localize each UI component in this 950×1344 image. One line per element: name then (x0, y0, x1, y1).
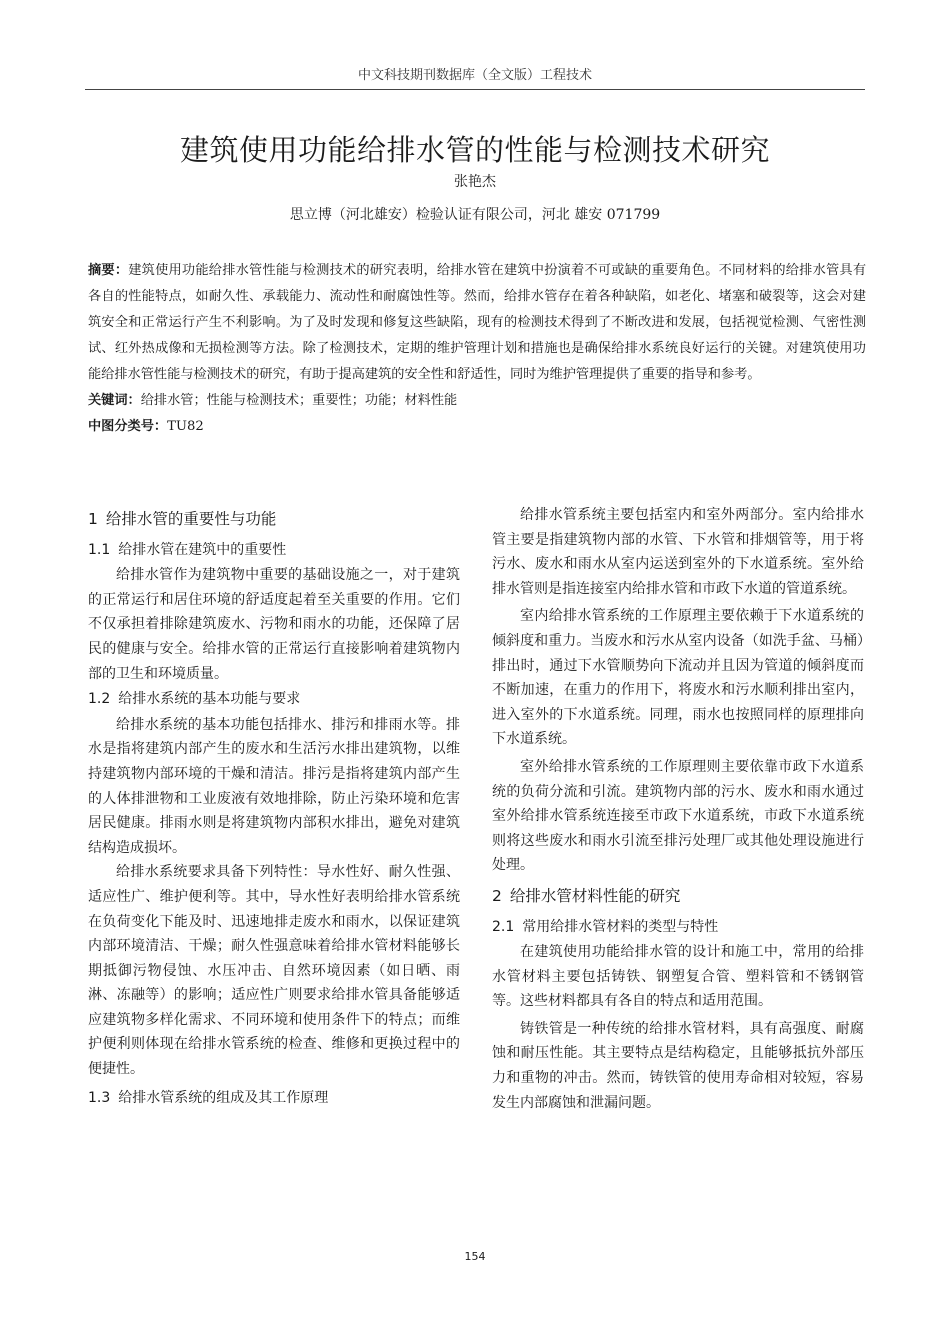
paper-title: 建筑使用功能给排水管的性能与检测技术研究 (179, 133, 770, 168)
abstract-text: 建筑使用功能给排水管性能与检测技术的研究表明，给排水管在建筑中扮演着不可或缺的重要角色。不同材料的给排水管具有各自的性能特点，如耐久性、承载能力、流动性和耐腐蚀性等。然而，给排水管存在着各种缺陷，如老化、堵塞和破裂等，这会对建筑安全和正常运行产生不利影响。为了及时发现和修复这些缺陷，现有的检测技术得到了不断改进和发展，包括视觉检测、气密性测试、红外热成像和无损检测等方法。除了检测技术，定期的维护管理计划和措施也是确保给排水系统良好运行的关键。对建筑使用功能给排水管性能与检测技术的研究，有助于提高建筑的安全性和舒适性，同时为维护管理提供了重要的指导和参考。 (88, 263, 867, 382)
body-paragraph: 给排水系统的基本功能包括排水、排污和排雨水等。排水是指将建筑内部产生的废水和生活污水排出建筑物，以维持建筑物内部环境的干燥和清洁。排污是指将建筑内部产生的人体排泄物和工业废液有效地排除，防止污染环境和危害居民健康。排雨水则是将建筑物内部积水排出，避免对建筑结构造成损坏。 (88, 716, 460, 856)
keywords-label: 关键词： (88, 393, 141, 408)
abstract-label: 摘要： (88, 263, 129, 278)
paper-author: 张艳杰 (454, 174, 496, 190)
subsection-heading-2-1: 2.1 常用给排水管材料的类型与特性 (492, 918, 719, 935)
classification-label: 中图分类号： (88, 419, 168, 434)
subsection-heading-1-2: 1.2 给排水系统的基本功能与要求 (88, 691, 301, 708)
keywords-text: 给排水管；性能与检测技术；重要性；功能；材料性能 (140, 393, 458, 408)
page-number: 154 (464, 1250, 486, 1263)
body-paragraph: 室内给排水管系统的工作原理主要依赖于下水道系统的倾斜度和重力。当废水和污水从室内设备（如洗手盆、马桶）排出时，通过下水管顺势向下流动并且因为管道的倾斜度而不断加速，在重力的作用下，将废水和污水顺利排出室内，进入室外的下水道系统。同理，雨水也按照同样的原理排向下水道系统。 (492, 608, 864, 748)
keywords-line (88, 388, 866, 414)
classification-code: TU82 (167, 419, 204, 434)
author-affiliation: 思立博（河北雄安）检验认证有限公司，河北 雄安 071799 (289, 207, 661, 223)
section-heading-1: 1 给排水管的重要性与功能 (88, 510, 277, 528)
journal-header (85, 64, 865, 90)
section-heading-2: 2 给排水管材料性能的研究 (492, 886, 681, 905)
abstract-block (88, 258, 866, 440)
body-paragraph: 室外给排水管系统的工作原理则主要依靠市政下水道系统的负荷分流和引流。建筑物内部的污水、废水和雨水通过室外给排水管系统连接至市政下水道系统，市政下水道系统则将这些废水和雨水引流至排污处理厂或其他处理设施进行处理。 (492, 758, 864, 874)
right-column (492, 503, 864, 1115)
body-paragraph: 给排水管作为建筑物中重要的基础设施之一，对于建筑的正常运行和居住环境的舒适度起着至关重要的作用。它们不仅承担着排除建筑废水、污物和雨水的功能，还保障了居民的健康与安全。给排水管的正常运行直接影响着建筑物内部的卫生和环境质量。 (88, 567, 460, 682)
body-paragraph: 给排水系统要求具备下列特性：导水性好、耐久性强、适应性广、维护便利等。其中，导水性好表明给排水管系统在负荷变化下能及时、迅速地排走废水和雨水，以保证建筑内部环境清洁、干燥；耐久性强意味着给排水管材料能够长期抵御污物侵蚀、水压冲击、自然环境因素（如日晒、雨淋、冻融等）的影响；适应性广则要求给排水管具备能够适应建筑物多样化需求、不同环境和使用条件下的特点；而维护便利则体现在给排水管系统的检查、维修和更换过程中的便捷性。 (88, 864, 460, 1078)
body-paragraph: 给排水管系统主要包括室内和室外两部分。室内给排水管主要是指建筑物内部的水管、下水管和排烟管等，用于将污水、废水和雨水从室内运送到室外的下水道系统。室外给排水管则是指连接室内给排水管和市政下水道的管道系统。 (492, 507, 864, 597)
classification-line (88, 414, 866, 440)
journal-name: 中文科技期刊数据库（全文版）工程技术 (357, 68, 592, 83)
left-column (88, 503, 460, 1111)
body-paragraph: 在建筑使用功能给排水管的设计和施工中，常用的给排水管材料主要包括铸铁、钢塑复合管、塑料管和不锈钢管等。这些材料都具有各自的特点和适用范围。 (492, 944, 864, 1010)
abstract-paragraph (88, 258, 866, 388)
subsection-heading-1-3: 1.3 给排水管系统的组成及其工作原理 (88, 1089, 329, 1106)
subsection-heading-1-1: 1.1 给排水管在建筑中的重要性 (88, 541, 287, 558)
body-paragraph: 铸铁管是一种传统的给排水管材料，具有高强度、耐腐蚀和耐压性能。其主要特点是结构稳定，且能够抵抗外部压力和重物的冲击。然而，铸铁管的使用寿命相对较短，容易发生内部腐蚀和泄漏问题。 (492, 1020, 864, 1111)
